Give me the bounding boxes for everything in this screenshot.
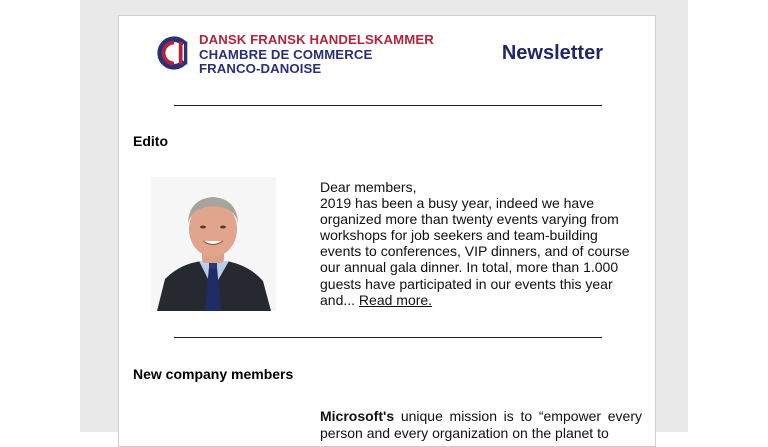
divider [174, 337, 602, 338]
edito-greeting: Dear members, [320, 179, 417, 195]
newsletter-card [118, 15, 656, 447]
member-text: unique mission is to “empower every person and every organization on the planet to [320, 408, 642, 441]
edito-body: 2019 has been a busy year, indeed we have organized more than twenty events varying from workshops for job seekers and team-building events to conferences, VIP dinners, and of course our annual gala dinner. In total, more than 1.000 guests have participated in our events this year and... [320, 195, 630, 308]
member-company-name: Microsoft's [320, 408, 395, 424]
edito-text [320, 179, 642, 308]
newsletter-title: Newsletter [501, 42, 603, 64]
brand-line-franco-danoise: FRANCO-DANOISE [199, 61, 322, 76]
divider [174, 105, 602, 106]
author-photo [151, 177, 276, 311]
brand-name [199, 33, 434, 77]
new-members-heading: New company members [133, 366, 294, 382]
brand-line-french: CHAMBRE DE COMMERCE [199, 46, 373, 62]
edito-heading: Edito [133, 133, 168, 149]
chamber-logo-icon [155, 34, 193, 72]
brand-line-danish: DANSK FRANSK HANDELSKAMMER [199, 32, 434, 47]
read-more-link[interactable]: Read more. [358, 291, 433, 308]
member-description [320, 408, 642, 441]
